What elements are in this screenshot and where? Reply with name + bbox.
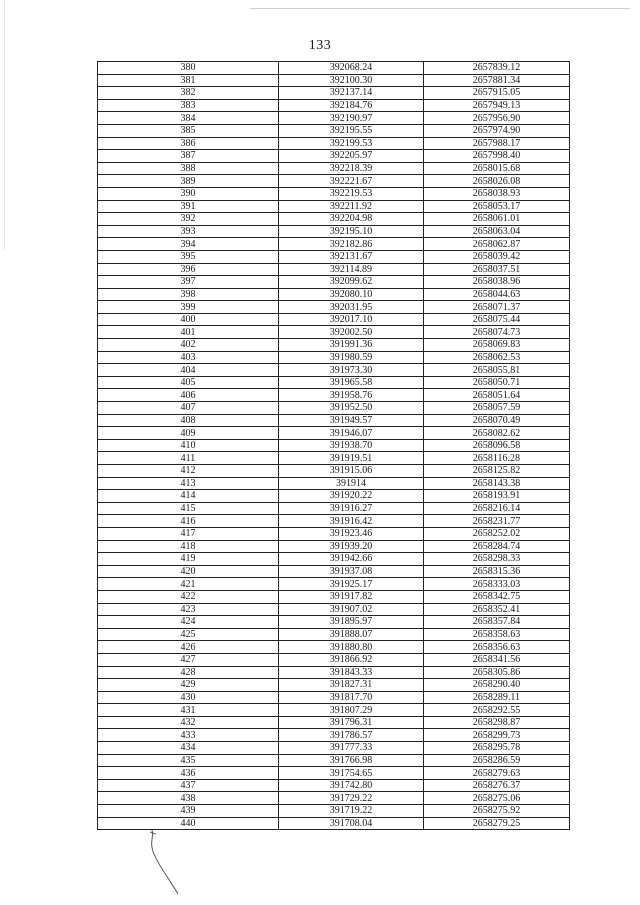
x-coordinate-cell: 391880.80 [279, 641, 424, 654]
table-row [98, 527, 570, 540]
y-coordinate-cell: 2658125.82 [424, 465, 570, 478]
y-coordinate-cell: 2658286.59 [424, 754, 570, 767]
table-row [98, 389, 570, 402]
y-coordinate-cell: 2658290.40 [424, 679, 570, 692]
y-coordinate-cell: 2658284.74 [424, 540, 570, 553]
x-coordinate-cell: 391920.22 [279, 490, 424, 503]
point-number-cell: 439 [98, 805, 279, 818]
point-number-cell: 416 [98, 515, 279, 528]
y-coordinate-cell: 2658305.86 [424, 666, 570, 679]
table-row [98, 112, 570, 125]
x-coordinate-cell: 392080.10 [279, 288, 424, 301]
point-number-cell: 405 [98, 376, 279, 389]
point-number-cell: 426 [98, 641, 279, 654]
x-coordinate-cell: 392068.24 [279, 62, 424, 75]
y-coordinate-cell: 2658057.59 [424, 402, 570, 415]
point-number-cell: 389 [98, 175, 279, 188]
point-number-cell: 400 [98, 313, 279, 326]
point-number-cell: 399 [98, 301, 279, 314]
y-coordinate-cell: 2658342.75 [424, 590, 570, 603]
y-coordinate-cell: 2658275.92 [424, 805, 570, 818]
point-number-cell: 394 [98, 238, 279, 251]
y-coordinate-cell: 2658039.42 [424, 250, 570, 263]
x-coordinate-cell: 391939.20 [279, 540, 424, 553]
x-coordinate-cell: 391843.33 [279, 666, 424, 679]
point-number-cell: 403 [98, 351, 279, 364]
point-number-cell: 398 [98, 288, 279, 301]
x-coordinate-cell: 391914 [279, 477, 424, 490]
table-row [98, 175, 570, 188]
table-row [98, 288, 570, 301]
x-coordinate-cell: 391916.42 [279, 515, 424, 528]
x-coordinate-cell: 391942.66 [279, 553, 424, 566]
point-number-cell: 409 [98, 427, 279, 440]
y-coordinate-cell: 2658070.49 [424, 414, 570, 427]
x-coordinate-cell: 391923.46 [279, 527, 424, 540]
x-coordinate-cell: 392131.67 [279, 250, 424, 263]
table-row [98, 238, 570, 251]
y-coordinate-cell: 2658315.36 [424, 565, 570, 578]
x-coordinate-cell: 391980.59 [279, 351, 424, 364]
point-number-cell: 388 [98, 162, 279, 175]
y-coordinate-cell: 2657881.34 [424, 74, 570, 87]
table-row [98, 162, 570, 175]
point-number-cell: 417 [98, 527, 279, 540]
table-row [98, 805, 570, 818]
point-number-cell: 380 [98, 62, 279, 75]
x-coordinate-cell: 392137.14 [279, 87, 424, 100]
y-coordinate-cell: 2658062.53 [424, 351, 570, 364]
point-number-cell: 401 [98, 326, 279, 339]
table-row [98, 150, 570, 163]
table-row [98, 452, 570, 465]
table-row [98, 225, 570, 238]
x-coordinate-cell: 391742.80 [279, 779, 424, 792]
point-number-cell: 438 [98, 792, 279, 805]
x-coordinate-cell: 391938.70 [279, 439, 424, 452]
point-number-cell: 433 [98, 729, 279, 742]
table-row [98, 490, 570, 503]
x-coordinate-cell: 391777.33 [279, 742, 424, 755]
point-number-cell: 437 [98, 779, 279, 792]
table-row [98, 99, 570, 112]
x-coordinate-cell: 391958.76 [279, 389, 424, 402]
table-row [98, 653, 570, 666]
point-number-cell: 431 [98, 704, 279, 717]
x-coordinate-cell: 391965.58 [279, 376, 424, 389]
x-coordinate-cell: 391907.02 [279, 603, 424, 616]
table-row [98, 62, 570, 75]
y-coordinate-cell: 2658051.64 [424, 389, 570, 402]
y-coordinate-cell: 2658044.63 [424, 288, 570, 301]
x-coordinate-cell: 391917.82 [279, 590, 424, 603]
table-row [98, 376, 570, 389]
y-coordinate-cell: 2658357.84 [424, 616, 570, 629]
table-row [98, 691, 570, 704]
point-number-cell: 411 [98, 452, 279, 465]
y-coordinate-cell: 2658062.87 [424, 238, 570, 251]
coordinate-table-body [98, 62, 570, 830]
point-number-cell: 408 [98, 414, 279, 427]
table-row [98, 326, 570, 339]
y-coordinate-cell: 2658292.55 [424, 704, 570, 717]
y-coordinate-cell: 2658143.38 [424, 477, 570, 490]
y-coordinate-cell: 2658075.44 [424, 313, 570, 326]
x-coordinate-cell: 392114.89 [279, 263, 424, 276]
x-coordinate-cell: 391925.17 [279, 578, 424, 591]
point-number-cell: 385 [98, 124, 279, 137]
point-number-cell: 415 [98, 502, 279, 515]
point-number-cell: 422 [98, 590, 279, 603]
point-number-cell: 404 [98, 364, 279, 377]
table-row [98, 187, 570, 200]
point-number-cell: 386 [98, 137, 279, 150]
table-row [98, 666, 570, 679]
x-coordinate-cell: 392211.92 [279, 200, 424, 213]
x-coordinate-cell: 391754.65 [279, 767, 424, 780]
x-coordinate-cell: 392002.50 [279, 326, 424, 339]
point-number-cell: 424 [98, 616, 279, 629]
table-row [98, 578, 570, 591]
scan-edge-line-top [250, 8, 630, 9]
x-coordinate-cell: 391807.29 [279, 704, 424, 717]
point-number-cell: 419 [98, 553, 279, 566]
point-number-cell: 391 [98, 200, 279, 213]
table-row [98, 590, 570, 603]
point-number-cell: 402 [98, 339, 279, 352]
y-coordinate-cell: 2658299.73 [424, 729, 570, 742]
point-number-cell: 413 [98, 477, 279, 490]
table-row [98, 553, 570, 566]
x-coordinate-cell: 392195.10 [279, 225, 424, 238]
y-coordinate-cell: 2657988.17 [424, 137, 570, 150]
y-coordinate-cell: 2658289.11 [424, 691, 570, 704]
table-row [98, 414, 570, 427]
point-number-cell: 395 [98, 250, 279, 263]
x-coordinate-cell: 392219.53 [279, 187, 424, 200]
table-row [98, 704, 570, 717]
point-number-cell: 436 [98, 767, 279, 780]
x-coordinate-cell: 391895.97 [279, 616, 424, 629]
y-coordinate-cell: 2658015.68 [424, 162, 570, 175]
table-row [98, 439, 570, 452]
y-coordinate-cell: 2658298.87 [424, 716, 570, 729]
x-coordinate-cell: 391946.07 [279, 427, 424, 440]
y-coordinate-cell: 2658069.83 [424, 339, 570, 352]
table-row [98, 754, 570, 767]
table-row [98, 729, 570, 742]
table-row [98, 565, 570, 578]
y-coordinate-cell: 2658295.78 [424, 742, 570, 755]
table-row [98, 301, 570, 314]
y-coordinate-cell: 2657839.12 [424, 62, 570, 75]
y-coordinate-cell: 2658193.91 [424, 490, 570, 503]
y-coordinate-cell: 2657974.90 [424, 124, 570, 137]
table-row [98, 427, 570, 440]
x-coordinate-cell: 392204.98 [279, 213, 424, 226]
table-row [98, 313, 570, 326]
y-coordinate-cell: 2658082.62 [424, 427, 570, 440]
point-number-cell: 383 [98, 99, 279, 112]
point-number-cell: 397 [98, 276, 279, 289]
y-coordinate-cell: 2658055.81 [424, 364, 570, 377]
point-number-cell: 392 [98, 213, 279, 226]
y-coordinate-cell: 2658231.77 [424, 515, 570, 528]
table-row [98, 628, 570, 641]
x-coordinate-cell: 392218.39 [279, 162, 424, 175]
y-coordinate-cell: 2658352.41 [424, 603, 570, 616]
y-coordinate-cell: 2658333.03 [424, 578, 570, 591]
y-coordinate-cell: 2658341.56 [424, 653, 570, 666]
y-coordinate-cell: 2657998.40 [424, 150, 570, 163]
y-coordinate-cell: 2658050.71 [424, 376, 570, 389]
point-number-cell: 393 [98, 225, 279, 238]
point-number-cell: 427 [98, 653, 279, 666]
point-number-cell: 421 [98, 578, 279, 591]
table-row [98, 742, 570, 755]
y-coordinate-cell: 2658298.33 [424, 553, 570, 566]
y-coordinate-cell: 2658356.63 [424, 641, 570, 654]
y-coordinate-cell: 2658071.37 [424, 301, 570, 314]
x-coordinate-cell: 391827.31 [279, 679, 424, 692]
point-number-cell: 406 [98, 389, 279, 402]
y-coordinate-cell: 2657915.05 [424, 87, 570, 100]
point-number-cell: 407 [98, 402, 279, 415]
x-coordinate-cell: 391729.22 [279, 792, 424, 805]
y-coordinate-cell: 2658279.25 [424, 817, 570, 830]
table-row [98, 616, 570, 629]
y-coordinate-cell: 2658074.73 [424, 326, 570, 339]
x-coordinate-cell: 391796.31 [279, 716, 424, 729]
y-coordinate-cell: 2658061.01 [424, 213, 570, 226]
table-row [98, 339, 570, 352]
point-number-cell: 418 [98, 540, 279, 553]
point-number-cell: 390 [98, 187, 279, 200]
point-number-cell: 432 [98, 716, 279, 729]
page-number: 133 [308, 38, 332, 53]
point-number-cell: 423 [98, 603, 279, 616]
table-row [98, 477, 570, 490]
point-number-cell: 396 [98, 263, 279, 276]
table-row [98, 351, 570, 364]
table-row [98, 679, 570, 692]
table-row [98, 540, 570, 553]
coordinate-table [97, 61, 570, 830]
x-coordinate-cell: 392182.86 [279, 238, 424, 251]
table-row [98, 641, 570, 654]
table-row [98, 502, 570, 515]
x-coordinate-cell: 391973.30 [279, 364, 424, 377]
table-row [98, 87, 570, 100]
table-row [98, 465, 570, 478]
point-number-cell: 430 [98, 691, 279, 704]
point-number-cell: 412 [98, 465, 279, 478]
x-coordinate-cell: 391949.57 [279, 414, 424, 427]
point-number-cell: 387 [98, 150, 279, 163]
point-number-cell: 425 [98, 628, 279, 641]
x-coordinate-cell: 391991.36 [279, 339, 424, 352]
y-coordinate-cell: 2657956.90 [424, 112, 570, 125]
table-row [98, 200, 570, 213]
x-coordinate-cell: 392205.97 [279, 150, 424, 163]
point-number-cell: 381 [98, 74, 279, 87]
x-coordinate-cell: 392099.62 [279, 276, 424, 289]
x-coordinate-cell: 391866.92 [279, 653, 424, 666]
y-coordinate-cell: 2657949.13 [424, 99, 570, 112]
table-row [98, 124, 570, 137]
handwritten-pen-stroke [140, 828, 190, 898]
point-number-cell: 429 [98, 679, 279, 692]
y-coordinate-cell: 2658216.14 [424, 502, 570, 515]
point-number-cell: 384 [98, 112, 279, 125]
table-row [98, 515, 570, 528]
y-coordinate-cell: 2658038.93 [424, 187, 570, 200]
x-coordinate-cell: 392100.30 [279, 74, 424, 87]
table-row [98, 263, 570, 276]
y-coordinate-cell: 2658026.08 [424, 175, 570, 188]
table-row [98, 603, 570, 616]
x-coordinate-cell: 392031.95 [279, 301, 424, 314]
y-coordinate-cell: 2658276.37 [424, 779, 570, 792]
x-coordinate-cell: 391937.08 [279, 565, 424, 578]
x-coordinate-cell: 391786.57 [279, 729, 424, 742]
point-number-cell: 434 [98, 742, 279, 755]
y-coordinate-cell: 2658096.58 [424, 439, 570, 452]
table-row [98, 137, 570, 150]
x-coordinate-cell: 391719.22 [279, 805, 424, 818]
y-coordinate-cell: 2658116.28 [424, 452, 570, 465]
point-number-cell: 428 [98, 666, 279, 679]
point-number-cell: 382 [98, 87, 279, 100]
x-coordinate-cell: 391952.50 [279, 402, 424, 415]
table-row [98, 716, 570, 729]
table-row [98, 402, 570, 415]
y-coordinate-cell: 2658275.06 [424, 792, 570, 805]
point-number-cell: 440 [98, 817, 279, 830]
x-coordinate-cell: 391919.51 [279, 452, 424, 465]
x-coordinate-cell: 392190.97 [279, 112, 424, 125]
x-coordinate-cell: 391888.07 [279, 628, 424, 641]
point-number-cell: 420 [98, 565, 279, 578]
y-coordinate-cell: 2658252.02 [424, 527, 570, 540]
point-number-cell: 435 [98, 754, 279, 767]
x-coordinate-cell: 391916.27 [279, 502, 424, 515]
x-coordinate-cell: 392017.10 [279, 313, 424, 326]
table-row [98, 364, 570, 377]
y-coordinate-cell: 2658053.17 [424, 200, 570, 213]
x-coordinate-cell: 391766.98 [279, 754, 424, 767]
table-row [98, 250, 570, 263]
x-coordinate-cell: 391915.06 [279, 465, 424, 478]
x-coordinate-cell: 392199.53 [279, 137, 424, 150]
x-coordinate-cell: 391708.04 [279, 817, 424, 830]
table-row [98, 767, 570, 780]
y-coordinate-cell: 2658037.51 [424, 263, 570, 276]
y-coordinate-cell: 2658063.04 [424, 225, 570, 238]
x-coordinate-cell: 392195.55 [279, 124, 424, 137]
point-number-cell: 410 [98, 439, 279, 452]
table-row [98, 213, 570, 226]
y-coordinate-cell: 2658279.63 [424, 767, 570, 780]
x-coordinate-cell: 392184.76 [279, 99, 424, 112]
y-coordinate-cell: 2658358.63 [424, 628, 570, 641]
point-number-cell: 414 [98, 490, 279, 503]
x-coordinate-cell: 391817.70 [279, 691, 424, 704]
x-coordinate-cell: 392221.67 [279, 175, 424, 188]
table-row [98, 792, 570, 805]
table-row [98, 779, 570, 792]
y-coordinate-cell: 2658038.96 [424, 276, 570, 289]
table-row [98, 74, 570, 87]
table-row [98, 276, 570, 289]
